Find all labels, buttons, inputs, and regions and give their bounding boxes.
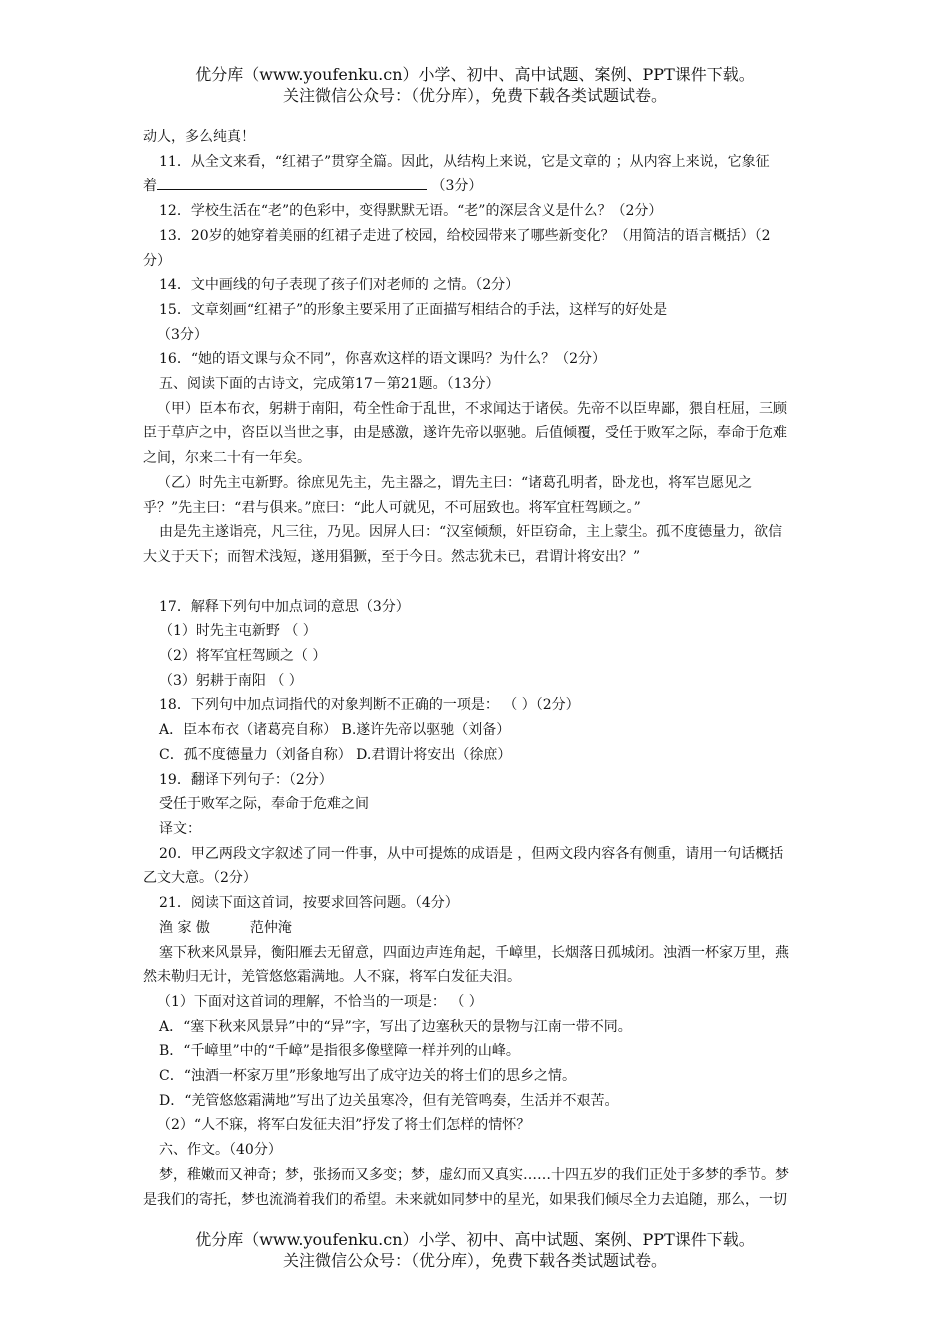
passage-yi-line-2: 乎？”先主曰：“君与俱来。”庶曰：“此人可就见，不可屈致也。将军宜枉驾顾之。” bbox=[143, 499, 641, 516]
poem-author: 范仲淹 bbox=[249, 919, 292, 936]
question-21-option-a: A．“塞下秋来风景异”中的“异”字，写出了边塞秋天的景物与江南一带不同。 bbox=[159, 1018, 632, 1035]
q11-prefix: 着 bbox=[143, 178, 157, 195]
answer-blank[interactable] bbox=[157, 175, 427, 190]
passage-yi-line-1: （乙）时先主屯新野。徐庶见先主，先主器之，谓先主曰：“诸葛孔明者，卧龙也，将军岂愿见之 bbox=[157, 474, 753, 491]
footer-line-1: 优分库（www.youfenku.cn）小学、初中、高中试题、案例、PPT课件下载。 bbox=[195, 1230, 755, 1249]
question-21: 21．阅读下面这首词，按要求回答问题。（4分） bbox=[159, 895, 459, 912]
question-21-2: （2）“人不寐，将军白发征夫泪”抒发了将士们怎样的情怀？ bbox=[157, 1117, 531, 1134]
question-19: 19．翻译下列句子：（2分） bbox=[159, 771, 333, 788]
question-16: 16．“她的语文课与众不同”，你喜欢这样的语文课吗？为什么？（2分） bbox=[159, 351, 607, 368]
footer-line-2: 关注微信公众号：（优分库），免费下载各类试题试卷。 bbox=[282, 1251, 667, 1270]
exam-content bbox=[143, 125, 807, 1212]
question-15-points: （3分） bbox=[157, 326, 208, 343]
poem-line-2: 然未勒归无计，羌管悠悠霜满地。人不寐，将军白发征夫泪。 bbox=[143, 969, 521, 986]
essay-prompt-line-2: 是我们的寄托，梦也流淌着我们的希望。未来就如同梦中的星光，如果我们倾尽全力去追随，那么，一切 bbox=[143, 1191, 787, 1208]
question-15: 15．文章刻画“红裙子”的形象主要采用了正面描写相结合的手法，这样写的好处是 bbox=[159, 301, 668, 318]
poem-line-1: 塞下秋来风景异，衡阳雁去无留意，四面边声连角起，千嶂里，长烟落日孤城闭。浊酒一杯家万里，燕 bbox=[159, 944, 789, 961]
section-5-heading: 五、阅读下面的古诗文，完成第17－第21题。（13分） bbox=[159, 376, 500, 393]
question-21-option-d: D．“羌管悠悠霜满地”写出了边关虽寒冷，但有羌管鸣奏，生活并不艰苦。 bbox=[159, 1092, 619, 1109]
header-line-1: 优分库（www.youfenku.cn）小学、初中、高中试题、案例、PPT课件下载。 bbox=[195, 65, 755, 84]
passage-yi-line-3: 由是先主遂诣亮，凡三往，乃见。因屏人曰：“汉室倾颓，奸臣窃命，主上蒙尘。孤不度德量力，欲信 bbox=[159, 524, 783, 541]
poem-title-line bbox=[143, 916, 807, 941]
question-17-3: （3）躬耕于南阳 （ ） bbox=[159, 672, 303, 689]
question-17: 17．解释下列句中加点词的意思（3分） bbox=[159, 598, 410, 615]
passage-jia-line-2: 臣于草庐之中，咨臣以当世之事，由是感激，遂许先帝以驱驰。后值倾覆，受任于败军之际，奉命于危难 bbox=[143, 425, 787, 442]
question-21-1: （1）下面对这首词的理解，不恰当的一项是： （ ） bbox=[157, 993, 483, 1010]
question-20-cont: 乙文大意。（2分） bbox=[143, 870, 257, 887]
question-17-1: （1）时先主屯新野 （ ） bbox=[159, 623, 317, 640]
passage-jia-line-3: 之间，尔来二十有一年矣。 bbox=[143, 450, 311, 467]
spacer bbox=[143, 570, 807, 595]
question-18-options-cd: C．孤不度德量力（刘备自称） D.君谓计将安出（徐庶） bbox=[159, 746, 512, 763]
page-header bbox=[0, 64, 950, 106]
question-21-option-b: B．“千嶂里”中的“千嶂”是指很多像壁障一样并列的山峰。 bbox=[159, 1043, 520, 1060]
question-21-option-c: C．“浊酒一杯家万里”形象地写出了成守边关的将士们的思乡之情。 bbox=[159, 1068, 577, 1085]
poem-title: 渔 家 傲 bbox=[159, 919, 210, 936]
passage-yi-line-4: 大义于天下；而智术浅短，遂用猖獗，至于今日。然志犹未已，君谓计将安出？” bbox=[143, 548, 641, 565]
text-line: 动人，多么纯真！ bbox=[143, 129, 255, 145]
q11-points: （3分） bbox=[431, 178, 483, 195]
question-13: 13．20岁的她穿着美丽的红裙子走进了校园，给校园带来了哪些新变化？（用简洁的语言概括）（2 bbox=[159, 227, 771, 244]
question-13-cont: 分） bbox=[143, 252, 171, 269]
question-19-translation: 译文： bbox=[159, 820, 201, 837]
passage-jia-line-1: （甲）臣本布衣，躬耕于南阳，苟全性命于乱世，不求闻达于诸侯。先帝不以臣卑鄙，猥自枉屈，三顾 bbox=[157, 400, 787, 417]
question-20: 20．甲乙两段文字叙述了同一件事，从中可提炼的成语是 ，但两文段内容各有侧重，请用一句话概括 bbox=[159, 845, 784, 862]
question-11-cont bbox=[143, 174, 807, 199]
page-footer bbox=[0, 1229, 950, 1271]
question-11: 11．从全文来看，“红裙子”贯穿全篇。因此，从结构上来说，它是文章的 ；从内容上来说，它象征 bbox=[159, 153, 770, 170]
question-18-options-ab: A．臣本布衣（诸葛亮自称） B.遂许先帝以驱驰（刘备） bbox=[159, 722, 511, 739]
question-12: 12．学校生活在“老”的色彩中，变得默默无语。“老”的深层含义是什么？（2分） bbox=[159, 203, 663, 220]
section-6-heading: 六、作文。（40分） bbox=[159, 1142, 282, 1159]
question-19-sentence: 受任于败军之际，奉命于危难之间 bbox=[159, 796, 369, 813]
question-17-2: （2）将军宜枉驾顾之（ ） bbox=[159, 648, 327, 665]
question-14: 14．文中画线的句子表现了孩子们对老师的 之情。（2分） bbox=[159, 277, 520, 294]
essay-prompt-line-1: 梦，稚嫩而又神奇；梦，张扬而又多变；梦，虚幻而又真实……十四五岁的我们正处于多梦的季节。梦 bbox=[159, 1166, 789, 1183]
header-line-2: 关注微信公众号：（优分库），免费下载各类试题试卷。 bbox=[282, 86, 667, 105]
question-18: 18．下列句中加点词指代的对象判断不正确的一项是： （ ）（2分） bbox=[159, 697, 580, 714]
